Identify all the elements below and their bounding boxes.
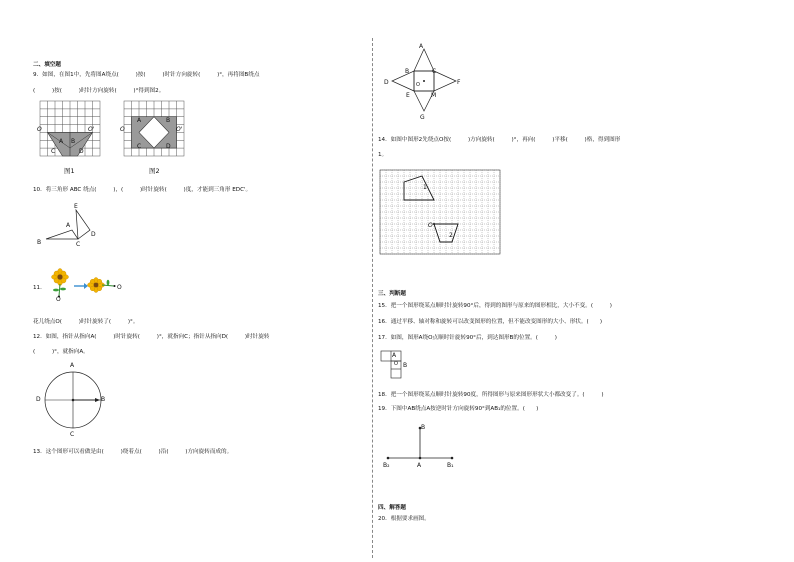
section-fill-blank-title: 二、填空题 (33, 62, 61, 68)
question-17: 17．如图，图形A绕O点顺时针旋转90°后，到达图形B的位置。( ) (378, 335, 557, 341)
question-12-line2: ( )°，就指向A。 (33, 349, 89, 355)
question-12-line1: 12．如图，指针从指向A( )时针旋转( )°，就指向C；指针从指向D( )时针旋转 (33, 334, 270, 340)
figure-2-caption: 图2 (149, 167, 160, 175)
question-9-line2: ( )按( )时针方向旋转( )°得到图2。 (33, 88, 165, 94)
fig1-label-c: C (51, 148, 56, 155)
q12-label-c: C (70, 431, 75, 438)
question-11-number: 11． (33, 285, 46, 291)
q10-label-c: C (76, 241, 81, 248)
question-9-line1: 9．如图，在图1中，先将图A绕点( )按( )时针方向旋转( )°，再将图B绕点 (33, 72, 260, 78)
q14-label-c: C (432, 68, 437, 75)
question-14-line2: 1。 (378, 152, 388, 158)
q12-label-d: D (36, 396, 41, 403)
q10-label-d: D (91, 231, 96, 238)
question-15: 15．把一个图形绕某点顺时针旋转90°后，得到的图形与原来的图形相比，大小不变。( ) (378, 303, 612, 309)
q19-label-b2: B₂ (383, 462, 390, 469)
question-18: 18．把一个图形绕某点顺时针旋转90度，所得图形与原来图形形状大小都改变了。( ) (378, 392, 604, 398)
fig2-label-b: B (166, 117, 171, 124)
column-divider (372, 38, 373, 558)
q12-label-a: A (70, 362, 75, 369)
q14-label-g: G (420, 114, 425, 121)
q14-grid-label-1: 1 (423, 184, 427, 191)
question-14-pinwheel (392, 45, 462, 117)
question-12-dial (43, 370, 106, 430)
q14-label-e: E (406, 92, 410, 99)
q11-o-label-2: O (117, 284, 122, 291)
question-19: 19．下图中AB绕点A按逆时针方向旋转90°到AB₁的位置。( ) (378, 406, 539, 412)
q14-label-f: F (457, 79, 461, 86)
question-16: 16．通过平移、轴对称和旋转可以改变图形的位置，但不能改变图形的大小、形状。( ) (378, 319, 603, 325)
q14-label-o: O (416, 82, 420, 88)
fig1-label-d: D (79, 148, 84, 155)
q10-label-a: A (66, 222, 71, 229)
q19-label-a: A (417, 462, 422, 469)
fig1-label-b: B (71, 138, 76, 145)
q10-label-e: E (74, 203, 78, 210)
section-judgement-title: 三、判断题 (378, 291, 406, 297)
fig2-label-c: C (137, 143, 142, 150)
q14-label-m: M (431, 92, 437, 99)
q10-label-b: B (37, 239, 42, 246)
q17-label-b: B (403, 362, 408, 369)
fig2-label-oprime: O' (176, 126, 183, 133)
fig1-label-a: A (59, 138, 64, 145)
question-20: 20．根据要求画图。 (378, 516, 430, 522)
q14-center-point (433, 223, 435, 225)
fig2-label-d: D (166, 143, 171, 150)
question-11-text: 花儿绕点O( )时针旋转了( )°。 (33, 319, 139, 325)
q19-label-b: B (421, 424, 426, 431)
q14-label-d: D (384, 79, 389, 86)
question-14-line1: 14．如图中图形2先绕点O按( )方向旋转( )°，再向( )平移( )格，得到图形 (378, 137, 621, 143)
question-10: 10．将三角形 ABC 绕点( )，( )时针旋转( )度，才能到三角形 EDC'。 (33, 187, 252, 193)
question-13: 13．这个图形可以看做是由( )绕着点( )沿( )方向旋转而成的。 (33, 449, 233, 455)
q14-grid-label-o: O (428, 222, 433, 229)
q11-o-label: O (56, 296, 61, 303)
q14-label-a: A (419, 43, 424, 50)
q17-label-a: A (392, 352, 397, 359)
fig1-label-o: O (37, 126, 42, 133)
section-answer-title: 四、解答题 (378, 505, 406, 511)
q12-label-b: B (101, 396, 106, 403)
q14-grid-label-2: 2 (449, 232, 453, 239)
question-14-grid (380, 170, 502, 258)
q19-label-b1: B₁ (447, 462, 454, 469)
fig2-label-o: O (120, 126, 125, 133)
figure-1-caption: 图1 (64, 167, 75, 175)
q17-label-o: O (394, 361, 398, 367)
question-19-segments (384, 424, 456, 464)
fig1-label-oprime: O' (88, 126, 95, 133)
rotated-flower-icon (88, 276, 116, 294)
fig2-label-a: A (137, 117, 142, 124)
q14-label-b: B (405, 68, 410, 75)
flower-icon (48, 268, 72, 298)
arrow-right-icon (74, 283, 88, 289)
